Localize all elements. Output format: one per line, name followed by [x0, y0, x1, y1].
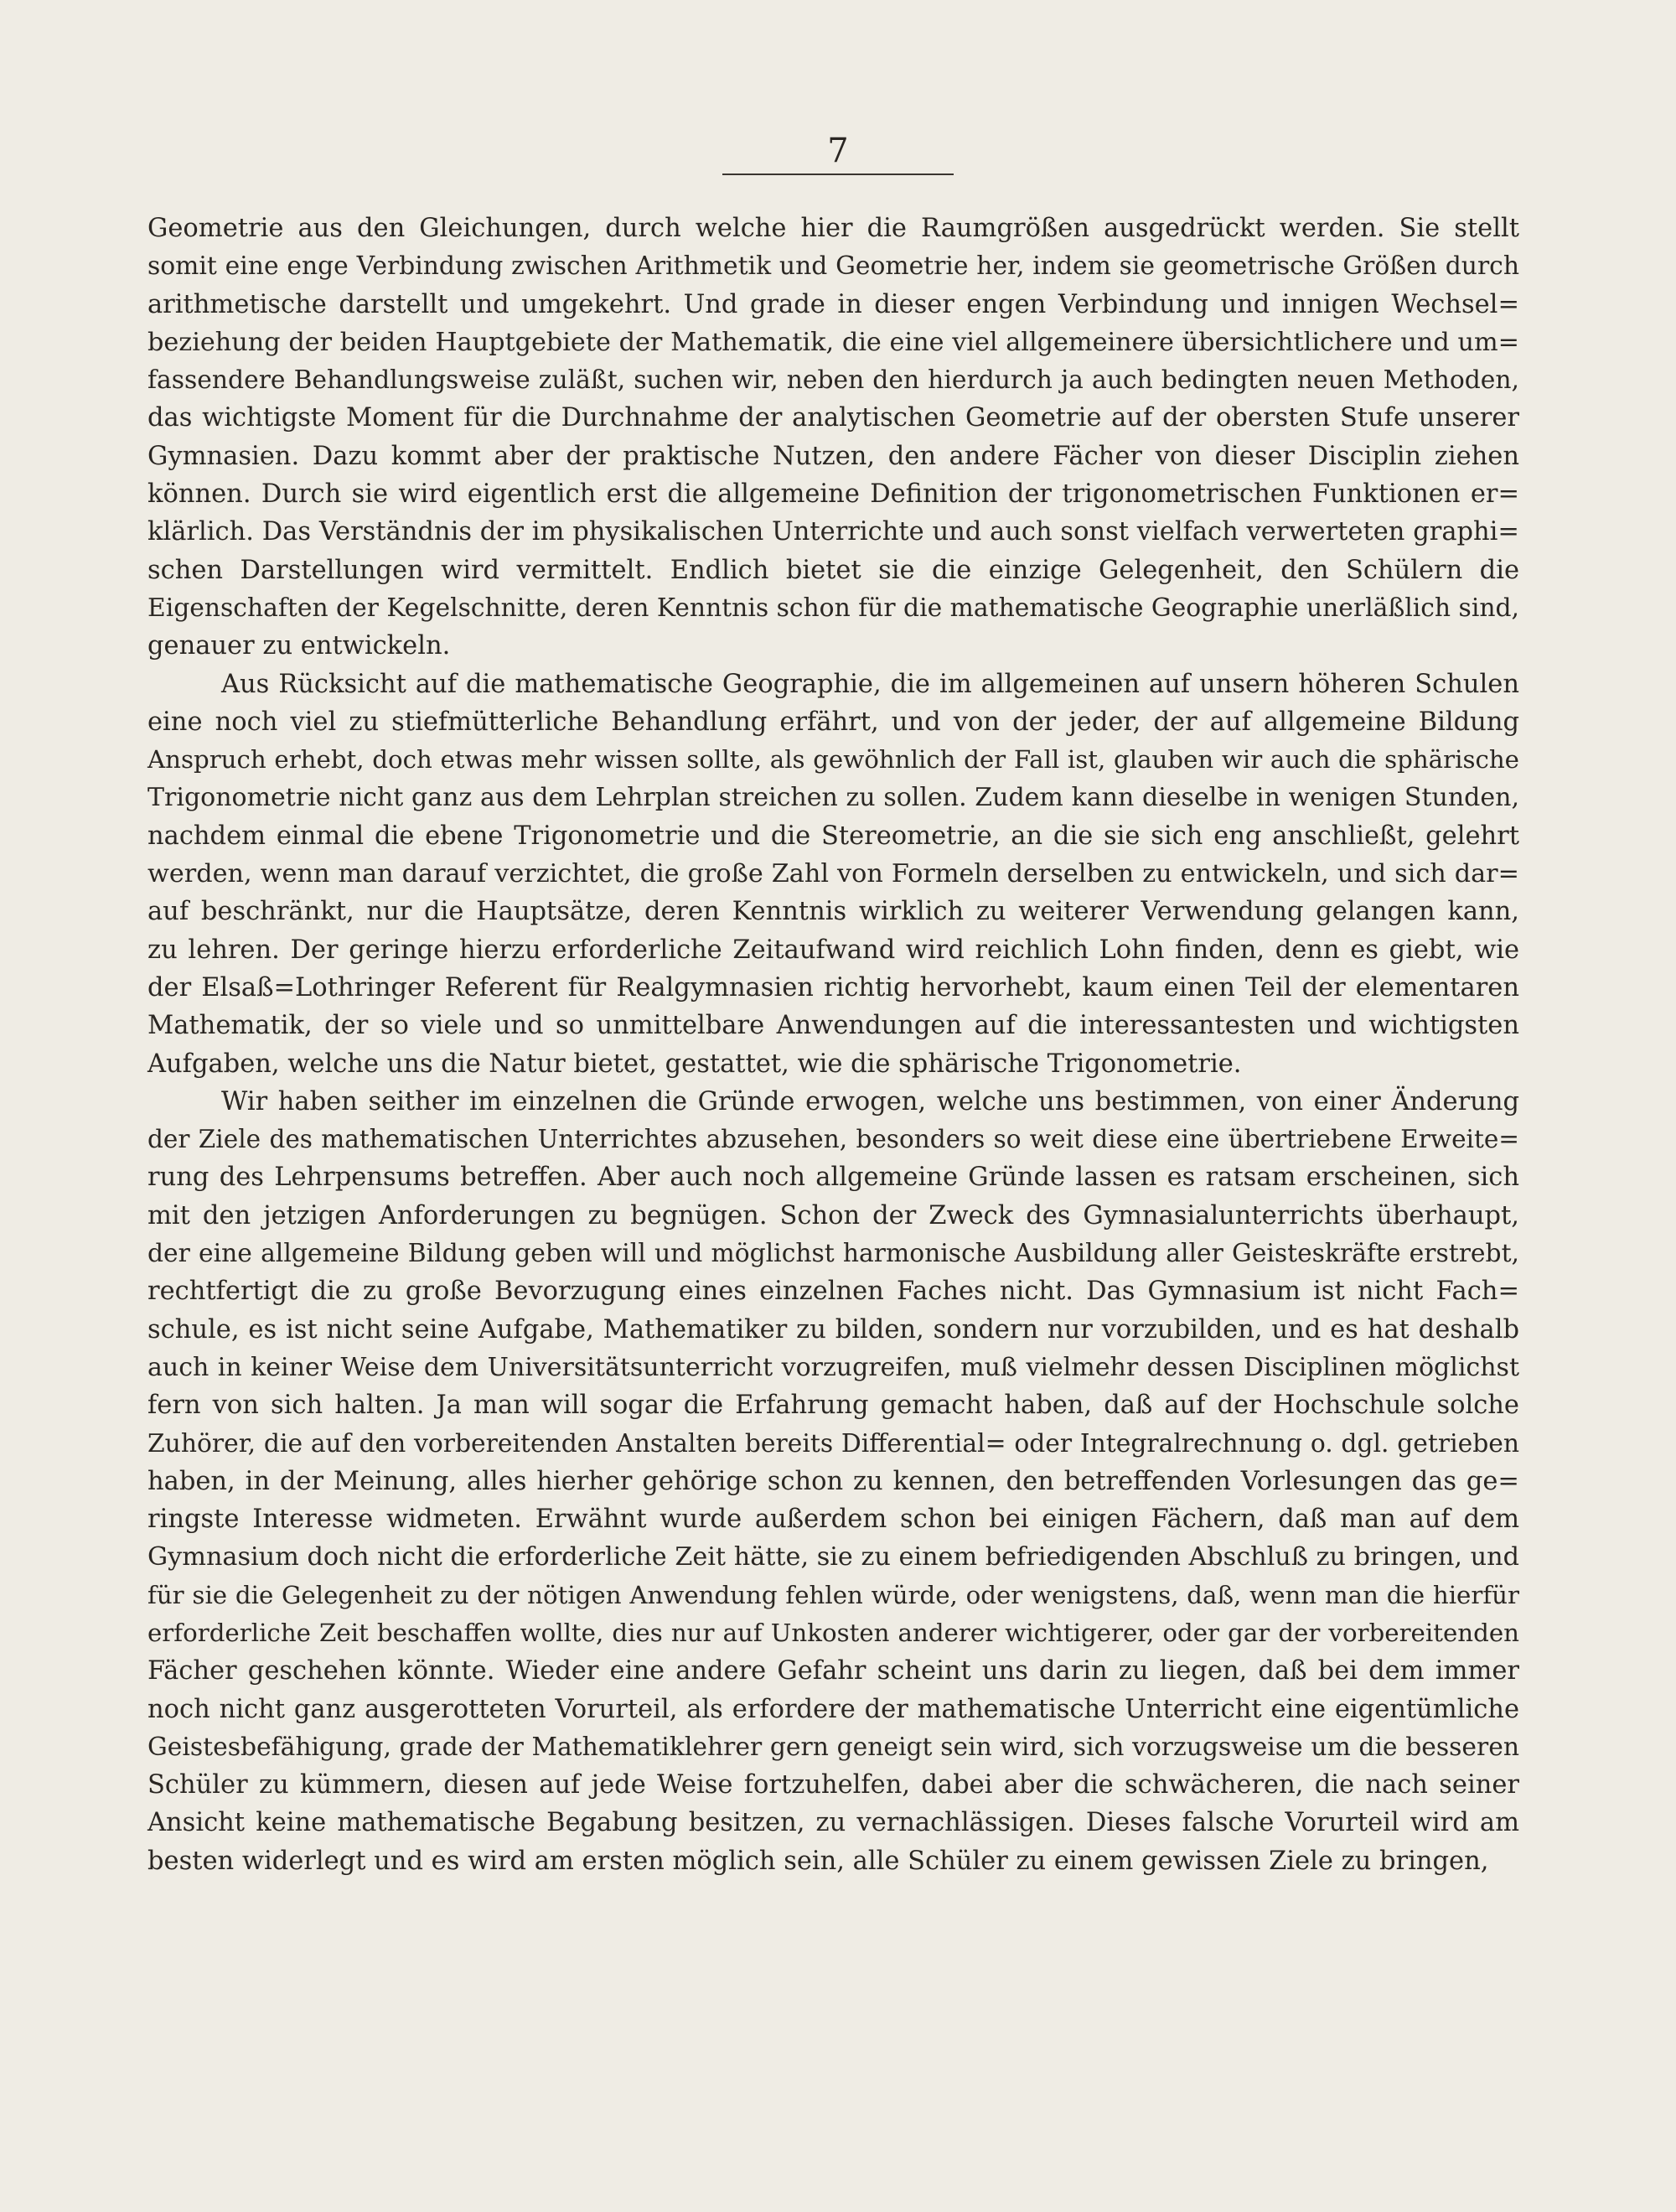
- text-line: Fächer geschehen könnte. Wieder eine andere Gefahr scheint uns darin zu liegen, daß bei dem immer: [147, 1656, 1519, 1686]
- text-line: Eigenschaften der Kegelschnitte, deren Kenntnis schon für die mathematische Geographie unerläßlich sind,: [147, 593, 1519, 623]
- text-line: genauer zu entwickeln.: [147, 631, 451, 661]
- text-line: erforderliche Zeit beschaffen wollte, dies nur auf Unkosten anderer wichtigerer, oder gar der vorbereitenden: [147, 1618, 1519, 1647]
- text-line: zu lehren. Der geringe hierzu erforderliche Zeitaufwand wird reichlich Lohn finden, denn es giebt, wie: [147, 935, 1519, 965]
- text-line: nachdem einmal die ebene Trigonometrie und die Stereometrie, an die sie sich eng anschließt, gelehrt: [147, 821, 1519, 851]
- text-line: schen Darstellungen wird vermittelt. Endlich bietet sie die einzige Gelegenheit, den Schülern die: [147, 555, 1519, 585]
- text-line: Mathematik, der so viele und so unmittelbare Anwendungen auf die interessantesten und wichtigsten: [147, 1011, 1519, 1041]
- text-line: fassendere Behandlungsweise zuläßt, suchen wir, neben den hierdurch ja auch bedingten neuen Methoden,: [147, 365, 1519, 396]
- text-line: der eine allgemeine Bildung geben will und möglichst harmonische Ausbildung aller Geisteskräfte erstrebt,: [147, 1239, 1519, 1269]
- text-line: Aus Rücksicht auf die mathematische Geographie, die im allgemeinen auf unsern höheren Schulen: [221, 669, 1519, 699]
- text-line: Anspruch erhebt, doch etwas mehr wissen sollte, als gewöhnlich der Fall ist, glauben wir auch die sphärische: [147, 745, 1519, 774]
- header-rule: [722, 174, 954, 175]
- text-line: Wir haben seither im einzelnen die Gründe erwogen, welche uns bestimmen, von einer Änderung: [221, 1086, 1519, 1116]
- text-line: Ansicht keine mathematische Begabung besitzen, zu vernachlässigen. Dieses falsche Vorurteil wird am: [147, 1808, 1519, 1838]
- text-line: der Ziele des mathematischen Unterrichtes abzusehen, besonders so weit diese eine übertriebene Erweite=: [147, 1125, 1519, 1154]
- text-line: auch in keiner Weise dem Universitätsunterricht vorzugreifen, muß vielmehr dessen Disciplinen möglichst: [147, 1352, 1519, 1382]
- text-line: auf beschränkt, nur die Hauptsätze, deren Kenntnis wirklich zu weiterer Verwendung gelangen kann,: [147, 897, 1519, 927]
- text-line: mit den jetzigen Anforderungen zu begnügen. Schon der Zweck des Gymnasialunterrichts überhaupt,: [147, 1200, 1519, 1230]
- page-number: 7: [827, 132, 849, 170]
- text-line: somit eine enge Verbindung zwischen Arithmetik und Geometrie her, indem sie geometrische Größen durch: [147, 251, 1519, 282]
- text-line: schule, es ist nicht seine Aufgabe, Mathematiker zu bilden, sondern nur vorzubilden, und es hat deshalb: [147, 1314, 1519, 1344]
- text-line: das wichtigste Moment für die Durchnahme der analytischen Geometrie auf der obersten Stufe unserer: [147, 403, 1519, 433]
- text-line: rung des Lehrpensums betreffen. Aber auch noch allgemeine Gründe lassen es ratsam erscheinen, sich: [147, 1163, 1519, 1193]
- text-line: Geometrie aus den Gleichungen, durch welche hier die Raumgrößen ausgedrückt werden. Sie stellt: [147, 214, 1519, 243]
- text-line: der Elsaß=Lothringer Referent für Realgymnasien richtig hervorhebt, kaum einen Teil der elementaren: [147, 972, 1519, 1002]
- text-line: Gymnasium doch nicht die erforderliche Zeit hätte, sie zu einem befriedigenden Abschluß zu bringen, und: [147, 1542, 1519, 1572]
- text-line: können. Durch sie wird eigentlich erst die allgemeine Definition der trigonometrischen Funktionen er=: [147, 479, 1519, 510]
- text-line: werden, wenn man darauf verzichtet, die große Zahl von Formeln derselben zu entwickeln, und sich dar=: [147, 859, 1519, 889]
- text-line: Trigonometrie nicht ganz aus dem Lehrplan streichen zu sollen. Zudem kann dieselbe in wenigen Stunden,: [147, 783, 1519, 813]
- text-line: fern von sich halten. Ja man will sogar die Erfahrung gemacht haben, daß auf der Hochschule solche: [147, 1391, 1519, 1421]
- text-line: klärlich. Das Verständnis der im physikalischen Unterrichte und auch sonst vielfach verwerteten graphi=: [147, 517, 1519, 547]
- text-line: haben, in der Meinung, alles hierher gehörige schon zu kennen, den betreffenden Vorlesungen das ge=: [147, 1466, 1519, 1496]
- text-line: Geistesbefähigung, grade der Mathematiklehrer gern geneigt sein wird, sich vorzugsweise um die besseren: [147, 1732, 1519, 1762]
- text-line: Aufgaben, welche uns die Natur bietet, gestattet, wie die sphärische Trigonometrie.: [147, 1049, 1242, 1079]
- body-text: [147, 210, 1519, 1880]
- text-line: Gymnasien. Dazu kommt aber der praktische Nutzen, den andere Fächer von dieser Disciplin ziehen: [147, 441, 1519, 471]
- text-line: Zuhörer, die auf den vorbereitenden Anstalten bereits Differential= oder Integralrechnung o. dgl. getrieben: [147, 1428, 1519, 1458]
- text-line: beziehung der beiden Hauptgebiete der Mathematik, die eine viel allgemeinere übersichtlichere und um=: [147, 327, 1519, 357]
- text-line: eine noch viel zu stiefmütterliche Behandlung erfährt, und von der jeder, der auf allgemeine Bildung: [147, 707, 1519, 737]
- text-line: arithmetische darstellt und umgekehrt. Und grade in dieser engen Verbindung und innigen Wechsel=: [147, 289, 1519, 319]
- text-line: für sie die Gelegenheit zu der nötigen Anwendung fehlen würde, oder wenigstens, daß, wenn man die hierfür: [147, 1580, 1519, 1609]
- text-line: rechtfertigt die zu große Bevorzugung eines einzelnen Faches nicht. Das Gymnasium ist nicht Fach=: [147, 1277, 1519, 1307]
- text-line: ringste Interesse widmeten. Erwähnt wurde außerdem schon bei einigen Fächern, daß man auf dem: [147, 1505, 1519, 1535]
- text-line: Schüler zu kümmern, diesen auf jede Weise fortzuhelfen, dabei aber die schwächeren, die nach seiner: [147, 1770, 1519, 1800]
- paragraph: [147, 666, 1519, 1083]
- text-line: besten widerlegt und es wird am ersten möglich sein, alle Schüler zu einem gewissen Ziele zu bringen,: [147, 1846, 1489, 1876]
- paragraph: [147, 210, 1519, 666]
- text-line: noch nicht ganz ausgerotteten Vorurteil, als erfordere der mathematische Unterricht eine eigentümliche: [147, 1694, 1519, 1724]
- paragraph: [147, 1083, 1519, 1880]
